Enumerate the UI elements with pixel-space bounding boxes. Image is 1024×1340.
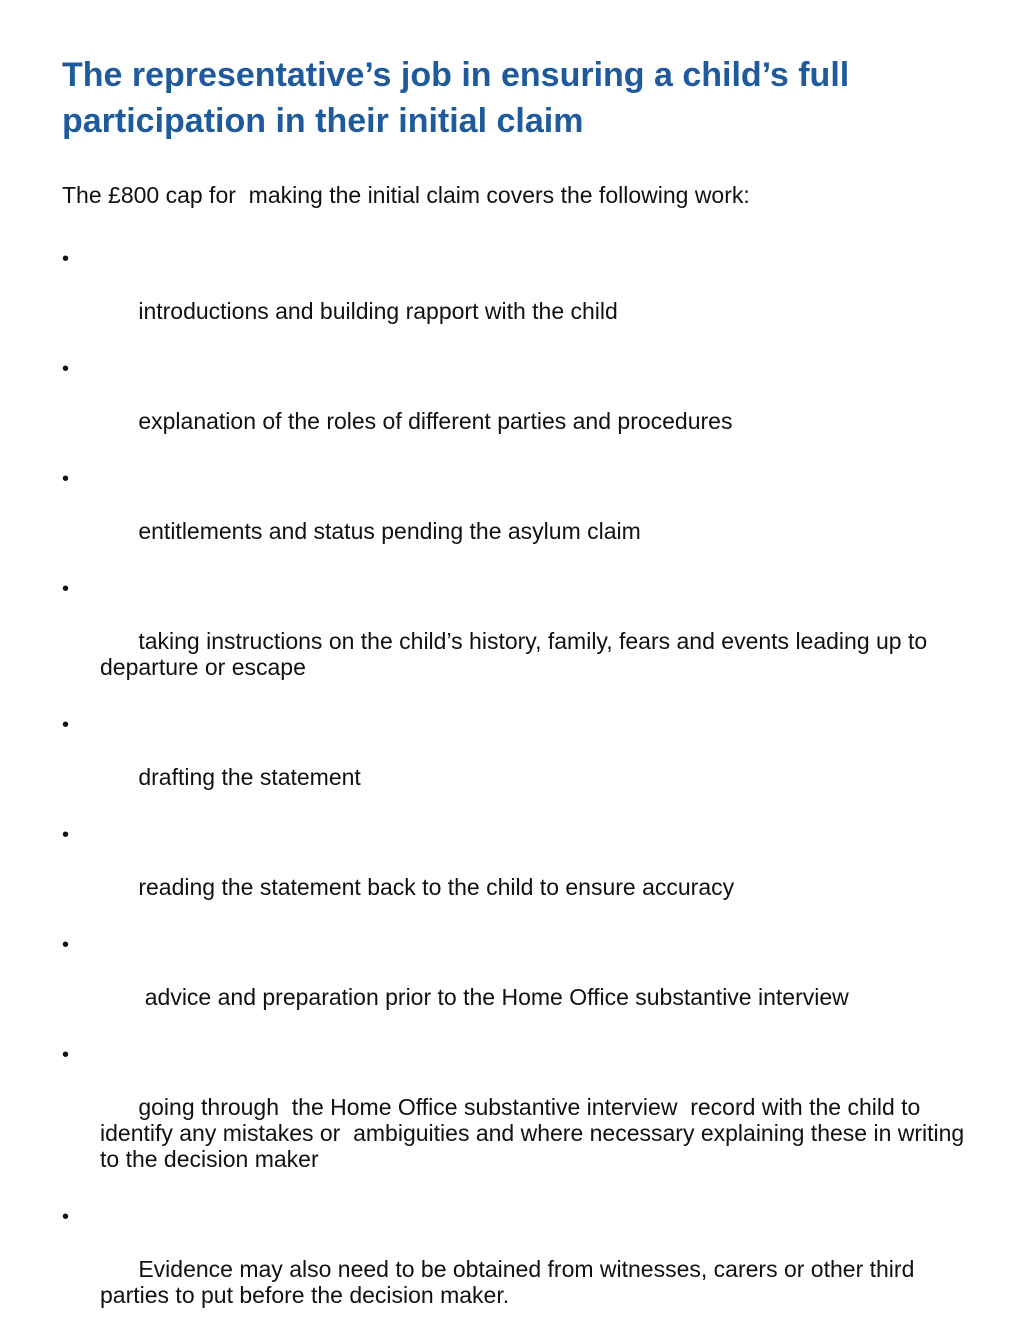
bullet-icon: • bbox=[62, 1206, 70, 1228]
list-item bbox=[62, 932, 982, 1036]
intro-text: The £800 cap for making the initial claim covers the following work: bbox=[62, 182, 750, 208]
bullet-icon: • bbox=[62, 714, 70, 736]
list-item-text: going through the Home Office substantive interview record with the child to identify any mistakes or ambiguities and where necessary explaining these in writing to the decision maker bbox=[100, 1094, 977, 1172]
bullet-icon: • bbox=[62, 1044, 70, 1066]
bullet-icon: • bbox=[62, 934, 70, 956]
list-item bbox=[62, 466, 982, 570]
list-item bbox=[62, 822, 982, 926]
bullet-icon: • bbox=[62, 578, 70, 600]
list-item-text: explanation of the roles of different parties and procedures bbox=[138, 408, 733, 434]
list-item-text: entitlements and status pending the asylum claim bbox=[138, 518, 641, 544]
list-item bbox=[62, 712, 982, 816]
list-item bbox=[62, 576, 982, 706]
list-item-text: reading the statement back to the child to ensure accuracy bbox=[138, 874, 735, 900]
list-item-text: advice and preparation prior to the Home Office substantive interview bbox=[138, 984, 849, 1010]
bullet-icon: • bbox=[62, 824, 70, 846]
list-item-text: introductions and building rapport with the child bbox=[138, 298, 618, 324]
bullet-icon: • bbox=[62, 468, 70, 490]
slide-title: The representative’s job in ensuring a child’s full participation in their initial claim bbox=[62, 56, 850, 140]
list-item-text: Evidence may also need to be obtained from witnesses, carers or other third parties to put before the decision maker. bbox=[100, 1256, 921, 1308]
list-item bbox=[62, 246, 982, 350]
list-item-text: taking instructions on the child’s history, family, fears and events leading up to departure or escape bbox=[100, 628, 934, 680]
bullet-icon: • bbox=[62, 248, 70, 270]
bullet-list bbox=[62, 246, 982, 1340]
list-item bbox=[62, 356, 982, 460]
list-item-text: drafting the statement bbox=[138, 764, 361, 790]
list-item bbox=[62, 1204, 982, 1334]
list-item bbox=[62, 1042, 982, 1198]
bullet-icon: • bbox=[62, 358, 70, 380]
